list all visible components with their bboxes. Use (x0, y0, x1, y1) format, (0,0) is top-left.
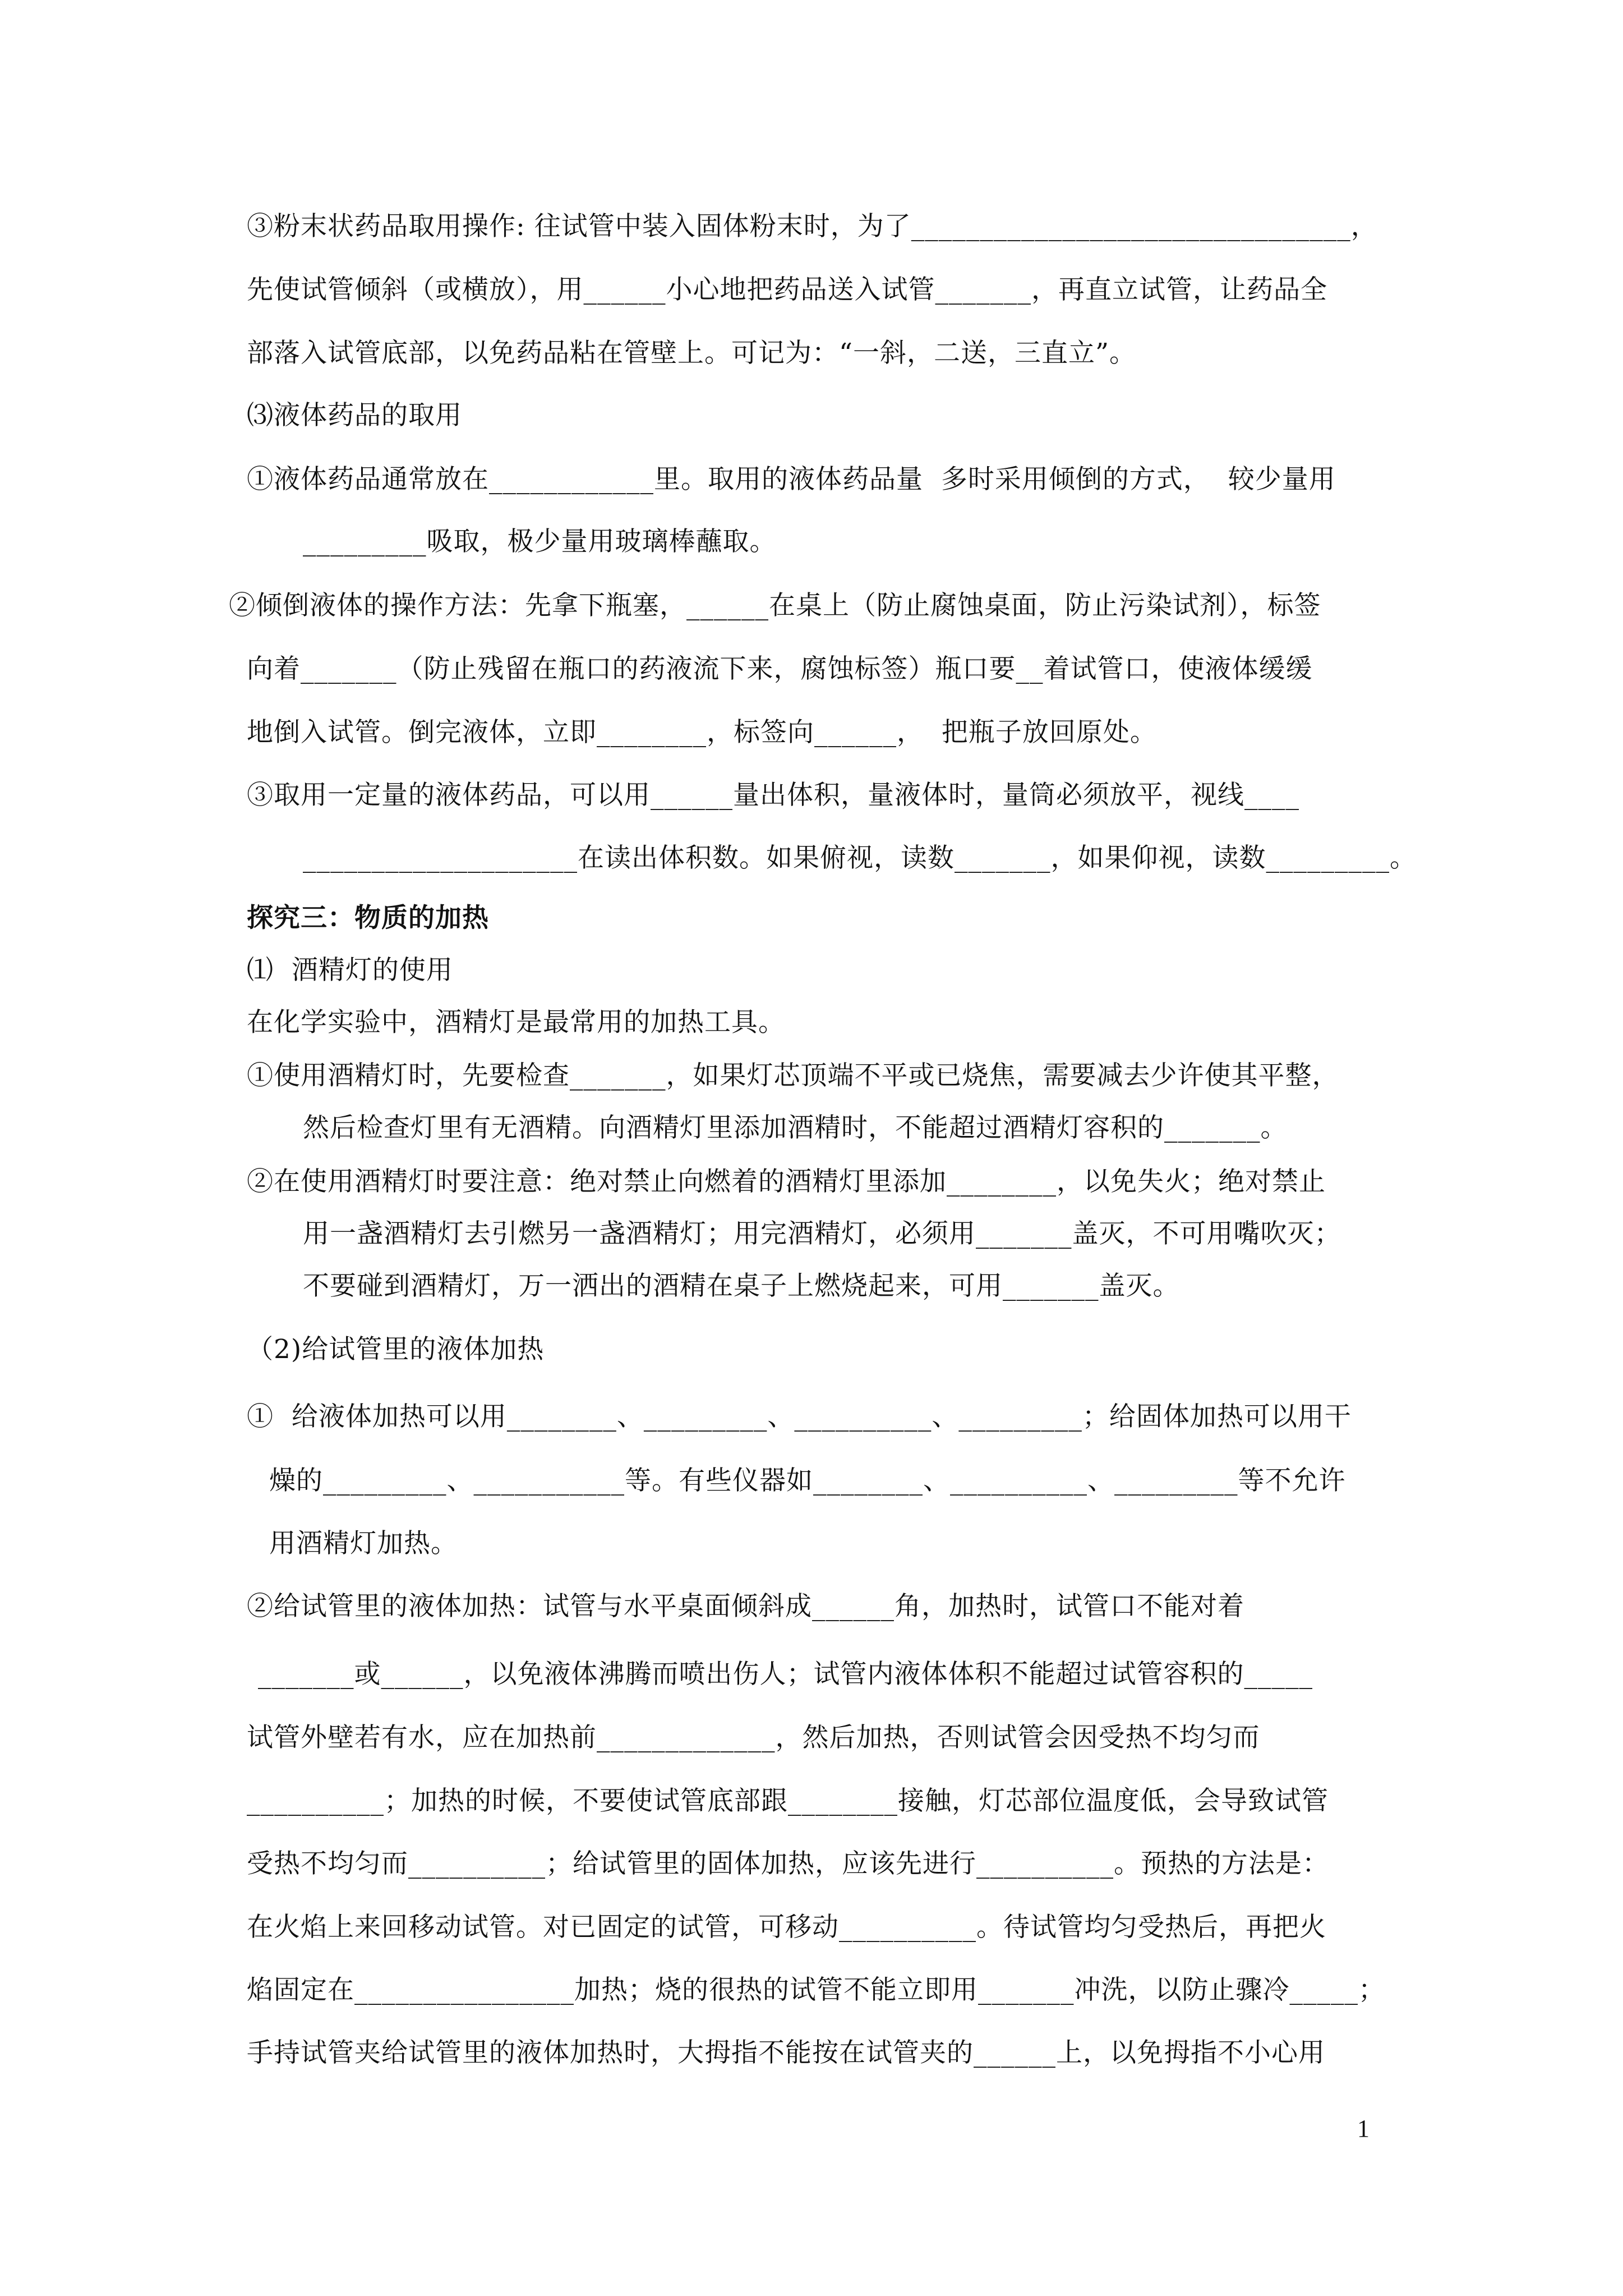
text-line (247, 273, 1327, 307)
text-line (303, 841, 1417, 875)
line-text: 燥的_________、___________等。有些仪器如________、__________、_________等不允许 (269, 1465, 1346, 1496)
text-line (247, 652, 1313, 686)
line-text: __________；加热的时候，不要使试管底部跟________接触，灯芯部位温度低，会导致试管 (247, 1786, 1329, 1816)
line-text: ①使用酒精灯时，先要检查_______，如果灯芯顶端不平或已烧焦，需要减去少许使其平整， (247, 1060, 1339, 1091)
line-text: ③取用一定量的液体药品，可以用______量出体积，量液体时，量筒必须放平，视线____ (247, 780, 1299, 811)
text-line (303, 525, 777, 559)
line-text: 不要碰到酒精灯，万一洒出的酒精在桌子上燃烧起来，可用_______盖灭。 (303, 1271, 1180, 1301)
line-text: ____________________在读出体积数。如果俯视，读数_______，如果仰视，读数_________。 (303, 843, 1417, 873)
text-line (247, 779, 1299, 812)
text-line (247, 2036, 1325, 2070)
text-line (247, 463, 1336, 496)
line-text: 在化学实验中，酒精灯是最常用的加热工具。 (247, 1007, 785, 1038)
line-text: 用一盏酒精灯去引燃另一盏酒精灯；用完酒精灯，必须用_______盖灭，不可用嘴吹灭； (303, 1218, 1341, 1249)
text-line (247, 1590, 1244, 1623)
line-text: ②倾倒液体的操作方法：先拿下瓶塞，______在桌上（防止腐蚀桌面，防止污染试剂），标签 (229, 590, 1321, 621)
line-text: ① 给液体加热可以用________、_________、__________、_________；给固体加热可以用干 (247, 1401, 1352, 1432)
line-text: 部落入试管底部，以免药品粘在管壁上。可记为：“一斜，二送，三直立”。 (247, 338, 1137, 369)
line-text: ⑶液体药品的取用 (247, 400, 462, 431)
text-line (303, 1111, 1288, 1145)
text-line (258, 1658, 1313, 1691)
line-text: 用酒精灯加热。 (269, 1528, 458, 1559)
page-number: 1 (1357, 2115, 1370, 2142)
line-text: ②在使用酒精灯时要注意：绝对禁止向燃着的酒精灯里添加________，以免失火；绝对禁止 (247, 1166, 1326, 1197)
line-text: （2)给试管里的液体加热 (247, 1334, 545, 1365)
text-line (247, 1059, 1339, 1093)
section-heading (247, 901, 489, 935)
line-text: 试管外壁若有水，应在加热前_____________，然后加热，否则试管会因受热不均匀而 (247, 1722, 1260, 1753)
text-line (247, 1333, 544, 1366)
text-line (229, 589, 1321, 623)
text-line (269, 1527, 458, 1561)
line-text: 地倒入试管。倒完液体，立即________，标签向______， 把瓶子放回原处。 (247, 717, 1157, 748)
line-text: 在火焰上来回移动试管。对已固定的试管，可移动__________。待试管均匀受热后，再把火 (247, 1912, 1326, 1943)
line-text: 受热不均匀而__________；给试管里的固体加热，应该先进行__________。预热的方法是： (247, 1848, 1329, 1879)
line-text: ⑴ 酒精灯的使用 (247, 955, 453, 986)
line-text: 向着_______（防止残留在瓶口的药液流下来，腐蚀标签）瓶口要__着试管口，使液体缓缓 (247, 654, 1313, 684)
text-line (247, 1784, 1329, 1818)
text-line (247, 1400, 1352, 1434)
text-line (247, 954, 453, 987)
line-text: 先使试管倾斜（或横放），用______小心地把药品送入试管_______，再直立试管，让药品全 (247, 274, 1327, 305)
line-text: 焰固定在________________加热；烧的很热的试管不能立即用_______冲洗，以防止骤冷_____； (247, 1975, 1385, 2005)
text-line (247, 1973, 1385, 2007)
text-line (269, 1464, 1346, 1498)
text-line (303, 1269, 1180, 1303)
text-line (303, 1217, 1341, 1251)
text-line (247, 716, 1157, 749)
line-text: 手持试管夹给试管里的液体加热时，大拇指不能按在试管夹的______上，以免拇指不小心用 (247, 2037, 1325, 2068)
text-line (247, 1721, 1260, 1755)
line-text: 探究三：物质的加热 (247, 903, 489, 933)
text-line (247, 210, 1378, 243)
line-text: _________吸取，极少量用玻璃棒蘸取。 (303, 526, 777, 557)
line-text: ③粉末状药品取用操作: 往试管中装入固体粉末时，为了________________________________， (247, 211, 1378, 242)
text-line (247, 1165, 1326, 1199)
text-line (247, 399, 462, 432)
line-text: ①液体药品通常放在____________里。取用的液体药品量 多时采用倾倒的方式， 较少量用 (247, 464, 1336, 495)
text-line (247, 337, 1136, 370)
text-line (247, 1006, 785, 1039)
line-text: ②给试管里的液体加热：试管与水平桌面倾斜成______角，加热时，试管口不能对着 (247, 1591, 1244, 1622)
line-text: _______或______，以免液体沸腾而喷出伤人；试管内液体体积不能超过试管容积的_____ (258, 1659, 1313, 1690)
text-line (247, 1911, 1326, 1944)
line-text: 然后检查灯里有无酒精。向酒精灯里添加酒精时，不能超过酒精灯容积的_______。 (303, 1112, 1288, 1143)
text-line (247, 1847, 1329, 1881)
